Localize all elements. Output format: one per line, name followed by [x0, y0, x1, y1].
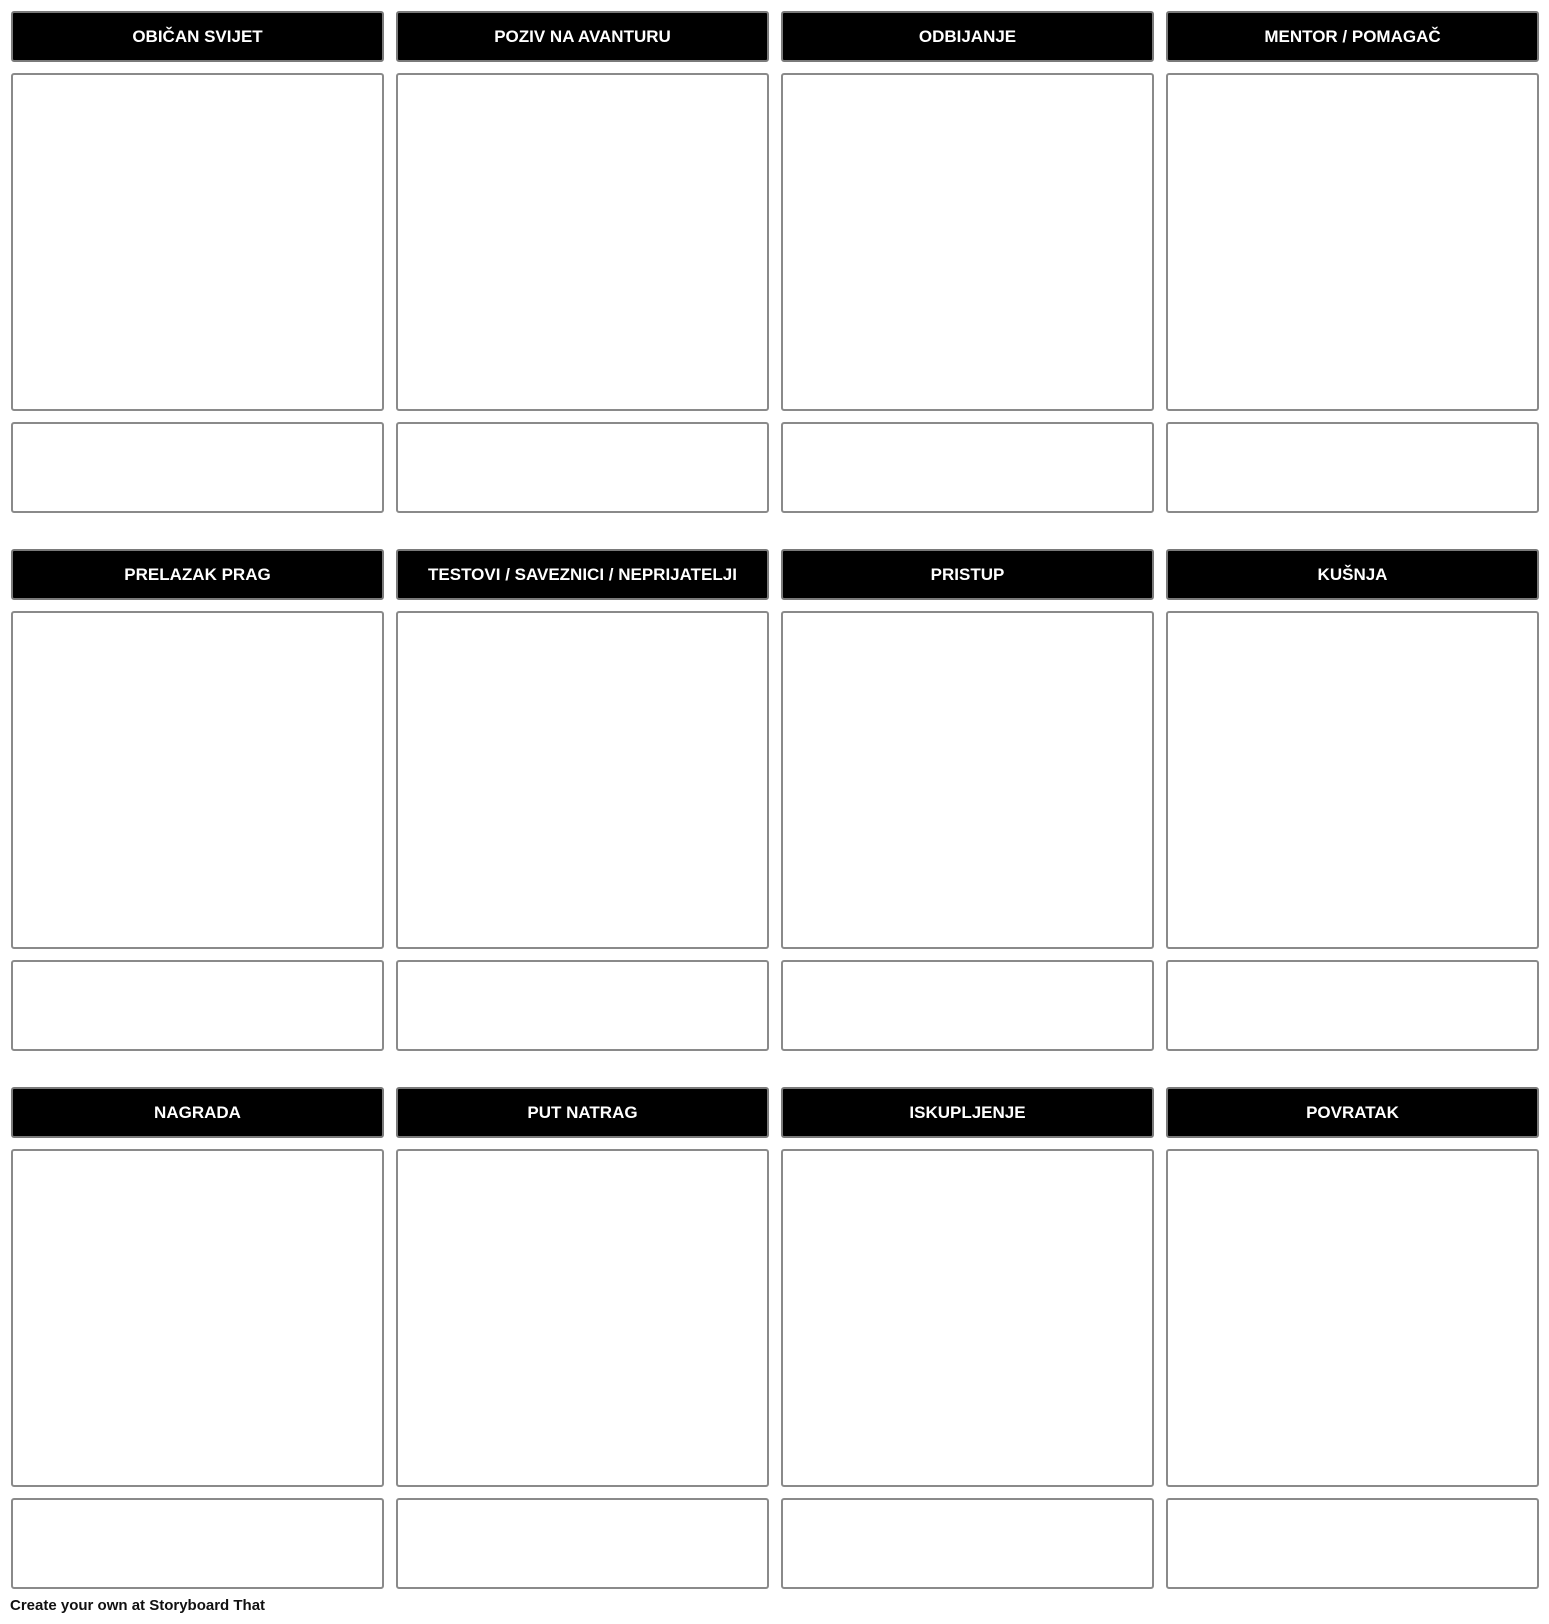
- cell-description-area[interactable]: [11, 1498, 384, 1589]
- cell-description-area[interactable]: [1166, 960, 1539, 1051]
- cell-description-area[interactable]: [11, 960, 384, 1051]
- cell-image-area[interactable]: [1166, 1149, 1539, 1487]
- storyboard-cell: [781, 549, 1154, 1051]
- cell-title[interactable]: ISKUPLJENJE: [781, 1087, 1154, 1138]
- storyboard-cell: [781, 11, 1154, 513]
- storyboard-cell: [11, 1087, 384, 1589]
- cell-description-area[interactable]: [781, 422, 1154, 513]
- cell-title[interactable]: OBIČAN SVIJET: [11, 11, 384, 62]
- storyboard-cell: [396, 11, 769, 513]
- cell-description-area[interactable]: [1166, 422, 1539, 513]
- cell-image-area[interactable]: [396, 73, 769, 411]
- cell-title[interactable]: PRELAZAK PRAG: [11, 549, 384, 600]
- storyboard-cell: [11, 549, 384, 1051]
- storyboard-cell: [1166, 11, 1539, 513]
- cell-image-area[interactable]: [396, 611, 769, 949]
- cell-image-area[interactable]: [781, 611, 1154, 949]
- cell-title[interactable]: POZIV NA AVANTURU: [396, 11, 769, 62]
- cell-title[interactable]: NAGRADA: [11, 1087, 384, 1138]
- footer-credit: Create your own at Storyboard That: [10, 1597, 266, 1614]
- cell-image-area[interactable]: [11, 611, 384, 949]
- cell-image-area[interactable]: [781, 1149, 1154, 1487]
- storyboard-cell: [1166, 549, 1539, 1051]
- cell-description-area[interactable]: [396, 422, 769, 513]
- cell-image-area[interactable]: [1166, 73, 1539, 411]
- cell-description-area[interactable]: [781, 960, 1154, 1051]
- cell-description-area[interactable]: [396, 1498, 769, 1589]
- cell-image-area[interactable]: [396, 1149, 769, 1487]
- cell-title[interactable]: ODBIJANJE: [781, 11, 1154, 62]
- cell-image-area[interactable]: [781, 73, 1154, 411]
- cell-description-area[interactable]: [396, 960, 769, 1051]
- cell-image-area[interactable]: [11, 1149, 384, 1487]
- storyboard-cell: [781, 1087, 1154, 1589]
- cell-title[interactable]: TESTOVI / SAVEZNICI / NEPRIJATELJI: [396, 549, 769, 600]
- storyboard-grid: [11, 11, 1538, 1589]
- cell-description-area[interactable]: [1166, 1498, 1539, 1589]
- cell-title[interactable]: PRISTUP: [781, 549, 1154, 600]
- cell-description-area[interactable]: [781, 1498, 1154, 1589]
- cell-title[interactable]: PUT NATRAG: [396, 1087, 769, 1138]
- cell-title[interactable]: MENTOR / POMAGAČ: [1166, 11, 1539, 62]
- storyboard-cell: [11, 11, 384, 513]
- storyboard-cell: [396, 1087, 769, 1589]
- cell-title[interactable]: KUŠNJA: [1166, 549, 1539, 600]
- cell-title[interactable]: POVRATAK: [1166, 1087, 1539, 1138]
- cell-image-area[interactable]: [1166, 611, 1539, 949]
- storyboard-cell: [396, 549, 769, 1051]
- cell-image-area[interactable]: [11, 73, 384, 411]
- storyboard-cell: [1166, 1087, 1539, 1589]
- cell-description-area[interactable]: [11, 422, 384, 513]
